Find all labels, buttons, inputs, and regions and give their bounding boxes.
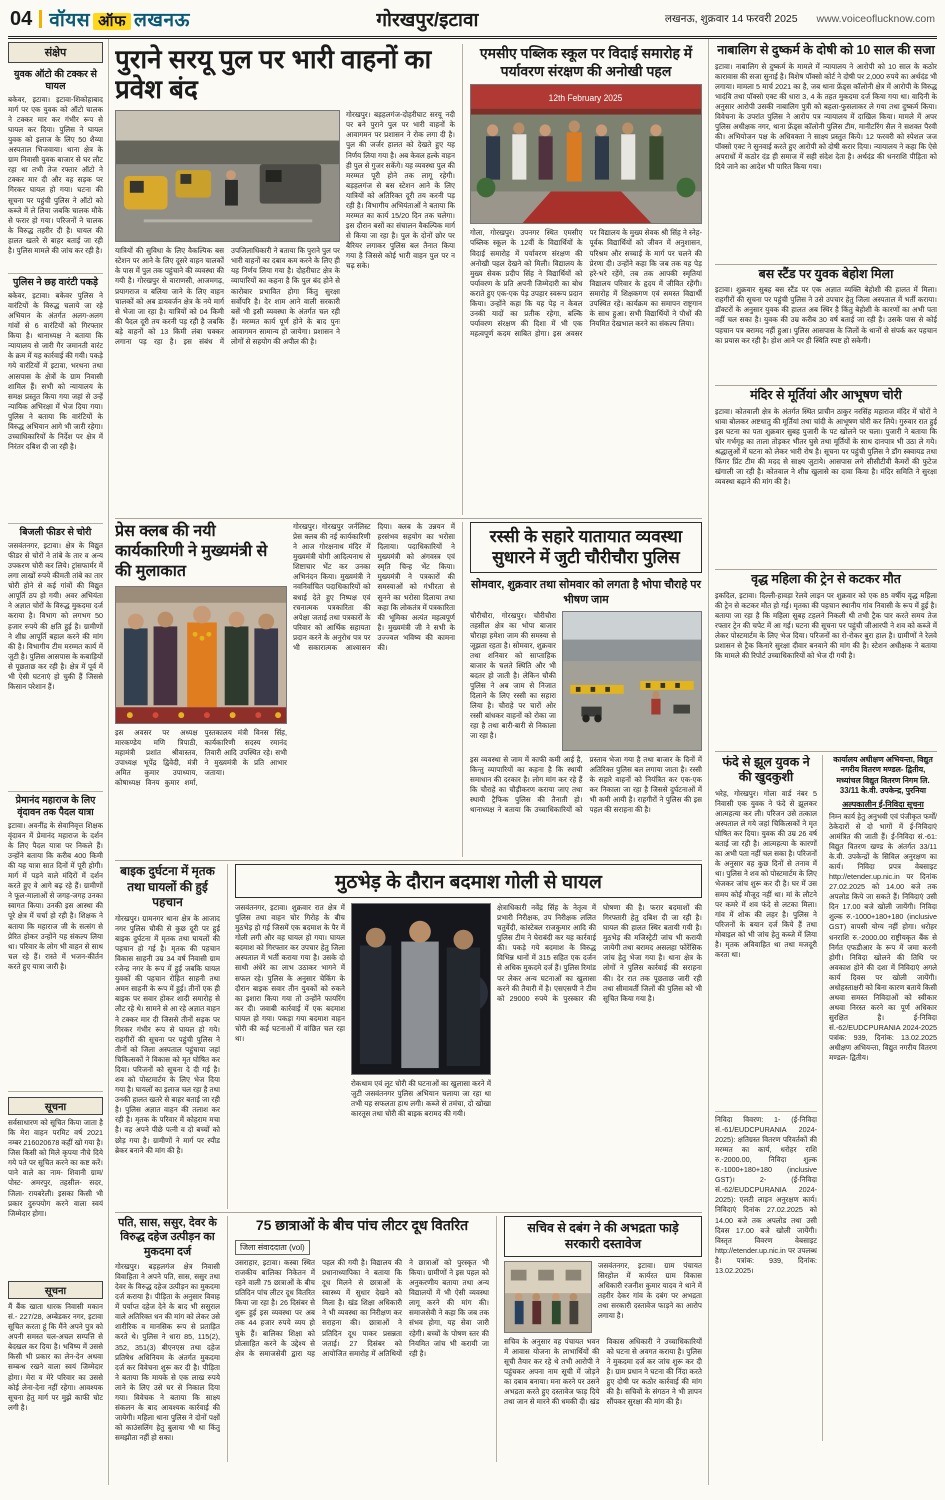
chauraha-photo-graphic [563,612,701,750]
article-headline: पति, सास, ससुर, देवर के विरुद्ध दहेज उत्पीड़न का मुकदमा दर्ज [118,1217,217,1258]
article-body: इटावा। नाबालिग से दुष्कर्म के मामले में न्यायालय ने आरोपी को 10 साल के कठोर कारावास की सजा सुनाई है। विशेष पॉक्सो कोर्ट ने दोषी पर 2,000 रुपये का अर्थदंड भी लगाया। मामला 5 मार्च 2021 का है, जब थाना फ्रेंड्स कॉलोनी क्षेत्र में आरोपी के विरुद्ध भादंवि तथा पॉक्सो एक्ट की धारा 3, 4 के तहत मुकदमा दर्ज किया गया था। वादिनी के अनुसार आरोपी उसकी नाबालिग पुत्री को बहला-फुसलाकर ले गया तथा दुष्कर्म किया। विवेचना के उपरांत पुलिस ने आरोप पत्र न्यायालय में दाखिल किया। मामले में अपर पुलिस अधीक्षक नगर, थाना फ्रेंड्स कॉलोनी पुलिस टीम, मानीटरिंग सैल ने सशक्त पैरवी की। अभियोजन पक्ष के अधिवक्ता ने साक्ष्य प्रस्तुत किये। 12 फरवरी को स्पेशल जज पॉक्सो एक्ट ने सुनवाई करते हुए आरोपी को दोषी करार दिया। न्यायालय ने कहा कि ऐसे अपराधों में कठोर दंड ही समाज में सही संदेश देता है। अर्थदंड की धनराशि पीड़िता को दिये जाने का आदेश भी पारित किया गया। [715,61,937,172]
article-headline: मंदिर से मूर्तियां और आभूषण चोरी [750,388,902,403]
article-body: गोरखपुर। गोरखपुर जर्नलिस्ट प्रेस क्लब की नई कार्यकारिणी ने आज गोरक्षनाथ मंदिर में मुख्यमंत्री योगी आदित्यनाथ से शिष्टाचार भेंट कर उनका अभिनंदन किया। मुख्यमंत्री ने नवनिर्वाचित पदाधिकारियों को बधाई देते हुए निष्पक्ष एवं रचनात्मक पत्रकारिता की अपेक्षा जताई तथा पत्रकारों के परिवार को आर्थिक सहायता प्रदान करने के अनुरोध पत्र पर भी सकारात्मक आश्वासन दिया। क्लब के उन्नयन में हरसंभव सहयोग का भरोसा दिलाया। पदाधिकारियों ने मुख्यमंत्री को अंगवस्त्र एवं स्मृति चिन्ह भेंट किया। मुख्यमंत्री ने पत्रकारों की समस्याओं को गंभीरता से सुनने का भरोसा दिलाया तथा कहा कि लोकतंत्र में पत्रकारिता की भूमिका अत्यंत महत्वपूर्ण है। मुख्यमंत्री जी ने सभी के उज्ज्वल भविष्य की कामना की। [293,522,455,652]
byline: जिला संवाददाता (vol) [235,1240,310,1255]
masthead-left [10,6,190,32]
section-title: गोरखपुर/इटावा [376,10,479,31]
article-headline: सचिव से दबंग ने की अभद्रता फाड़े सरकारी दस्तावेज [504,1216,702,1257]
page-content [8,39,937,1485]
article-school-farewell [462,44,702,515]
main-row-1 [115,41,702,519]
paper-name-part1: वॉयस [49,10,91,31]
article-dowry-case [115,1216,220,1462]
article-secretary-misbehaviour [496,1216,702,1462]
sachiv-photo-graphic [505,1262,591,1332]
article-body: इस व्यवस्था से जाम में काफी कमी आई है, किन्तु व्यापारियों का कहना है कि स्थायी समाधान की दरकार है। लोग मांग कर रहे हैं कि चौराहे का चौड़ीकरण कराया जाए तथा स्थायी ट्रैफिक पुलिस की तैनाती हो। थानाध्यक्ष ने बताया कि उच्चाधिकारियों को प्रस्ताव भेजा गया है तथा बाजार के दिनों में अतिरिक्त पुलिस बल लगाया जाता है। रस्सी के सहारे वाहनों को नियंत्रित कर एक-एक कर निकाला जा रहा है जिससे दुर्घटनाओं में भी कमी आयी है। राहगीरों ने पुलिस की इस पहल की सराहना की है। [470,754,702,814]
brief-title: पुलिस ने छह वारंटी पकड़े [13,277,98,288]
paper-name-part2: ऑफ [93,13,131,30]
notice-header: सूचना [8,1281,103,1299]
article-body: भरेह, गोरखपुर। गोला वार्ड नंबर 5 निवासी एक युवक ने फंदे से झूलकर आत्महत्या कर ली। परिजन उसे तत्काल अस्पताल ले गये जहां चिकित्सकों ने मृत घोषित कर दिया। युवक की उम्र 26 वर्ष बताई जा रही है। आत्महत्या के कारणों का अभी पता नहीं चल सका है। परिजनों के अनुसार वह कुछ दिनों से तनाव में था। पुलिस ने शव को पोस्टमार्टम के लिए भेजकर जांच शुरू कर दी है। घर में उस समय कोई मौजूद नहीं था। मां के लौटने पर कमरे में शव फंदे से लटका मिला। गांव में शोक की लहर है। पुलिस ने परिजनों के बयान दर्ज किये हैं तथा मोबाइल को भी जांच हेतु कब्जे में लिया है। मृतक अविवाहित था तथा मजदूरी करता था। [715,788,817,959]
main-column [109,39,708,1485]
school-banner-text: 12th February 2025 [548,92,623,104]
article-headline: पुराने सरयू पुल पर भारी वाहनों का प्रवेश बंद [115,44,432,104]
article-body: गोला, गोरखपुर। उपनगर स्थित एमसीए पब्लिक स्कूल के 12वीं के विद्यार्थियों के विदाई समारोह में पर्यावरण संरक्षण की अनोखी पहल देखने को मिली। विद्यालय के मुख्य सेवक प्रदीप सिंह ने विद्यार्थियों को पर्यावरण के प्रति अपनी जिम्मेदारी का बोध कराते हुए एक-एक पेड़ उपहार स्वरूप प्रदान किया। उन्होंने कहा कि यह पेड़ न केवल उनकी यादों का प्रतीक रहेगा, बल्कि पर्यावरण संरक्षण की दिशा में भी एक महत्वपूर्ण कदम साबित होगा। इस अवसर पर विद्यालय के मुख्य सेवक श्री सिंह ने स्नेह-पूर्वक विद्यार्थियों को जीवन में अनुशासन, परिश्रम और सच्चाई के मार्ग पर चलने की प्रेरणा दी। उन्होंने कहा कि जब तक यह पेड़ हरे-भरे रहेंगे, तब तक आपकी स्मृतियां विद्यालय परिवार के हृदय में जीवित रहेंगी। समारोह में शिक्षकगण एवं समस्त विद्यार्थी उपस्थित रहे। कार्यक्रम का समापन राष्ट्रगान के साथ हुआ। सभी विद्यार्थियों ने पौधों की नियमित देखभाल करने का संकल्प लिया। [470,228,702,339]
notice-body: मैं बैंक खाता धारक निवासी मकान सं.- 227/28, अम्बेडकर नगर, इटावा सूचित करता हूं कि मैंने अपने पुत्र को अपनी समस्त चल-अचल सम्पत्ति से बेदखल कर दिया है। भविष्य में उससे किसी भी प्रकार का लेन-देन अथवा सम्बन्ध रखने वाला स्वयं जिम्मेदार होगा। मेरा व मेरे परिवार का उससे कोई लेना-देना नहीं रहेगा। आवश्यक सूचना हेतु मार्ग पर मुझे काफी चोट लगी है। [8,1302,103,1412]
masthead-right [665,12,935,26]
article-subheadline: सोमवार, शुक्रवार तथा सोमवार को लगता है भोपा चौराहे पर भीषण जाम [470,578,702,606]
article-body: क्षेत्राधिकारी नवेंद्र सिंह के नेतृत्व में प्रभारी निरीक्षक, उप निरीक्षक ललित चतुर्वेदी, कांस्टेबल राजकुमार आदि की पुलिस टीम ने घेराबंदी कर यह कार्रवाई की। पकड़े गये बदमाश के विरुद्ध विभिन्न थानों में 315 सहित एक दर्जन से अधिक मुकदमे दर्ज हैं। पुलिस रिमांड पर लेकर अन्य घटनाओं का खुलासा करने की तैयारी में है। एसएसपी ने टीम को 29000 रुपये के पुरस्कार की घोषणा की है। फरार बदमाशों की गिरफ्तारी हेतु दबिश दी जा रही है। घायल की हालत स्थिर बतायी गयी है। मुठभेड़ की मजिस्ट्रेटी जांच भी करायी जायेगी तथा बरामद असलहा फोरेंसिक जांच हेतु भेजा गया है। थाना क्षेत्र के लोगों ने पुलिस कार्रवाई की सराहना की। देर रात तक पूछताछ जारी रही तथा सीमावर्ती जिलों की पुलिस को भी सूचित किया गया है। [497,903,702,1003]
photo-sachiv-incident [504,1261,592,1333]
main-row-4 [115,1213,702,1465]
website-url: www.voiceoflucknow.com [816,13,935,25]
article-body: गोरखपुर। बड़हलगंज-दोहरीघाट सरयू नदी पर बने पुराने पुल पर भारी वाहनों के आवागमन पर प्रशासन ने रोक लगा दी है। पुल की जर्जर हालत को देखते हुए यह निर्णय लिया गया है। अब केवल हल्के वाहन ही पुल से गुजर सकेंगे। यह व्यवस्था पुल की मरम्मत पूरी होने तक लागू रहेगी। बड़हलगंज से बस स्टेशन आने के लिए यात्रियों को अतिरिक्त दूरी तय करनी पड़ रही है। विभागीय अभियंताओं ने बताया कि मरम्मत का कार्य 15/20 दिन तक चलेगा। इस दौरान बसों का संचालन वैकल्पिक मार्ग से किया जा रहा है। पुल के दोनों छोर पर बैरियर लगाकर पुलिस बल तैनात किया गया है जिससे कोई भारी वाहन पुल पर न चढ़ सके। [346,110,455,271]
masthead [8,3,937,39]
article-pocso-sentence [715,41,937,265]
saryu-photo-graphic [116,111,339,241]
brief-body: जसवंतनगर, इटावा। क्षेत्र के विद्युत फीडर से चोरों ने तांबे के तार व अन्य उपकरण चोरी कर लिये। ट्रांसफार्मर में लगा लाखों रुपये कीमती तांबे का तार चोरी होने से कई गांवों की विद्युत आपूर्ति ठप हो गयी। अवर अभियंता ने अज्ञात चोरों के विरुद्ध मुकदमा दर्ज कराया है। विभाग को लगभग 50 हजार रुपये की क्षति हुई है। ग्रामीणों ने शीघ्र आपूर्ति बहाल करने की मांग की है। विभागीय टीम मरम्मत कार्य में जुटी है। पुलिस आसपास के कबाड़ियों से पूछताछ कर रही है। क्षेत्र में पूर्व में भी ऐसी घटनाएं हो चुकी हैं जिससे किसान परेशान हैं। [8,540,103,691]
article-body: रोकथाम एवं लूट चोरी की घटनाओं का खुलासा करने में जुटी जसवंतनगर पुलिस अभियान चलाया जा रहा था तभी यह सफलता हाथ लगी। कब्जे से तमंचा, दो खोखा कारतूस तथा चोरी की बाइक बरामद की गयी। [351,1079,491,1119]
right-bottom-row [715,752,937,1441]
notice-header: सूचना [8,1097,103,1115]
photo-chauraha-traffic [562,611,702,751]
photo-encounter-night [351,903,491,1075]
article-headline: नाबालिग से दुष्कर्म के दोषी को 10 साल की सजा [717,43,935,57]
article-temple-theft [715,386,937,570]
article-headline: एमसीए पब्लिक स्कूल पर विदाई समारोह में पर्यावरण संरक्षण की अनोखी पहल [479,45,693,80]
right-bottom-left [715,755,823,1441]
article-saryu-bridge [115,44,455,515]
article-body: सचिव के अनुसार वह पंचायत भवन में आवास योजना के लाभार्थियों की सूची तैयार कर रहे थे तभी आरोपी ने पहुंचकर अपना नाम सूची में जोड़ने का दबाव बनाया। मना करने पर उसने अभद्रता करते हुए दस्तावेज फाड़ दिये तथा जान से मारने की धमकी दी। खंड विकास अधिकारी ने उच्चाधिकारियों को घटना से अवगत कराया है। पुलिस ने मुकदमा दर्ज कर जांच शुरू कर दी है। ग्राम प्रधान ने घटना की निंदा करते हुए दोषी पर कठोर कार्रवाई की मांग की है। सचिवों के संगठन ने भी ज्ञापन सौंपकर सुरक्षा की मांग की है। [504,1336,702,1406]
article-body: जसवंतनगर, इटावा। ग्राम पंचायत सिरहोल में कार्यरत ग्राम विकास अधिकारी रजनीश कुमार यादव ने थाने में तहरीर देकर गांव के दबंग पर अभद्रता तथा सरकारी दस्तावेज फाड़ने का आरोप लगाया है। [598,1260,702,1320]
brief-body: इटावा। अवनींद्र के सेवानिवृत्त शिक्षक वृंदावन में प्रेमानंद महाराज के दर्शन के लिए पैदल यात्रा पर निकले हैं। उन्होंने बताया कि करीब 400 किमी की यह यात्रा सात दिनों में पूरी होगी। मार्ग में पड़ने वाले मंदिरों में दर्शन करते हुए वे आगे बढ़ रहे हैं। ग्रामीणों ने फूल-मालाओं से जगह-जगह उनका स्वागत किया। उनकी इस आस्था की पूरे क्षेत्र में चर्चा हो रही है। शिक्षक ने बताया कि महाराज जी के सत्संग से प्रेरित होकर उन्होंने यह संकल्प लिया था। परिवार के लोग भी वाहन से साथ चल रहे हैं। रास्ते में भजन-कीर्तन करते हुए यात्रा जारी है। [8,820,103,971]
notice-body: सर्वसाधारण को सूचित किया जाता है कि मेरा वाहन परमिट वर्ष 2021 नम्बर 216020678 कहीं खो गया है। जिस किसी को मिले कृपया नीचे दिये गये पते पर सूचित करने का कष्ट करें। पाने वाले का नाम- शिवानी ग्राम/पोस्ट- अमरपुर, तहसील- सदर, जिला- रायबरेली। इसका किसी भी प्रकार दुरुपयोग करने वाला स्वयं जिम्मेदार होगा। [8,1118,103,1218]
article-headline: बाइक दुर्घटना में मृतक तथा घायलों की हुई पहचान [120,864,215,910]
article-body: जसवंतनगर, इटावा। शुक्रवार रात क्षेत्र में पुलिस तथा वाहन चोर गिरोह के बीच मुठभेड़ हो गई जिसमें एक बदमाश के पैर में गोली लगी और वह घायल हो गया। घायल बदमाश को गिरफ्तार कर उपचार हेतु जिला अस्पताल में भर्ती कराया गया है। उसके दो साथी अंधेरे का लाभ उठाकर भागने में सफल रहे। पुलिस के अनुसार चेकिंग के दौरान बाइक सवार तीन युवकों को रुकने का इशारा किया गया तो उन्होंने फायरिंग कर दी। जवाबी कार्रवाई में एक बदमाश घायल हो गया। पकड़ा गया बदमाश वाहन चोरी की कई घटनाओं में वांछित चल रहा था। [235,903,345,1044]
main-row-3 [115,861,702,1213]
article-milk-distribution [227,1216,489,1462]
brief-title: बिजली फीडर से चोरी [19,527,92,538]
brief-feeder-theft [8,524,103,792]
tender-notice-continued: निविदा विवरण: 1- (ई-निविदा सं.-61/EUDCPURANIA 2024-2025): क्षतिग्रस्त वितरण परिवर्तकों की मरम्मत का कार्य, धरोहर राशि रु.-2000.00, निविदा शुल्क रु.-1000+180+180 (inclusive GST)। 2- (ई-निविदा सं.-62/EUDCPURANIA 2024-2025): एलटी लाइन अनुरक्षण कार्य। निविदाएं दिनांक 27.02.2025 को 14.00 बजे तक अपलोड तथा उसी दिवस 17.00 बजे खोली जायेंगी। विस्तृत विवरण वेबसाइट http://etender.up.nic.in पर उपलब्ध है। पत्रांक: 939, दिनांक: 13.02.2025। [715,1111,817,1441]
photo-saryu-bridge-traffic [115,110,340,242]
photo-school-function [470,84,702,224]
article-headline: प्रेस क्लब की नयी कार्यकारिणी ने मुख्यमंत्री से की मुलाकात [115,523,268,580]
brief-body: बकेवर, इटावा। इटावा-शिकोहाबाद मार्ग पर एक युवक को ऑटो चालक ने टक्कर मार कर गंभीर रूप से घायल कर दिया। पुलिस ने घायल युवक को इलाज के लिए 50 शैय्या अस्पताल भिजवाया। थाना क्षेत्र के ग्राम निवासी युवक बाजार से घर लौट रहा था तभी तेज रफ्तार ऑटो ने टक्कर मार दी और वह सड़क पर गिरकर घायल हो गया। घटना की सूचना पर पहुंची पुलिस ने ऑटो को कब्जे में ले लिया जबकि चालक मौके से फरार हो गया। परिजनों ने चालक के विरुद्ध तहरीर दी है। घायल की हालत खतरे से बाहर बताई जा रही है। पुलिस मामले की जांच कर रही है। [8,94,103,255]
right-column [708,39,937,1485]
encounter-photo-graphic [352,904,490,1074]
brief-title: युवक ऑटो की टक्कर से घायल [14,69,97,92]
article-body: इटावा। शुक्रवार सुबह बस स्टैंड पर एक अज्ञात व्यक्ति बेहोशी की हालत में मिला। राहगीरों की सूचना पर पहुंची पुलिस ने उसे उपचार हेतु जिला अस्पताल में भर्ती कराया। डॉक्टरों के अनुसार युवक की हालत अब स्थिर है किंतु बेहोशी के कारणों का अभी पता नहीं चल सका है। युवक की उम्र करीब 30 वर्ष बताई जा रही है। उसके पास से कोई पहचान पत्र बरामद नहीं हुआ। पुलिस आसपास के जिलों के थानों से संपर्क कर पहचान का प्रयास कर रही है। होश आने पर ही स्थिति स्पष्ट हो सकेगी। [715,285,937,345]
article-train-death [715,570,937,752]
paper-name [49,6,190,32]
article-body: गोरखपुर। बड़हलगंज क्षेत्र निवासी विवाहिता ने अपने पति, सास, ससुर तथा देवर के विरुद्ध दहेज उत्पीड़न का मुकदमा दर्ज कराया है। पीड़िता के अनुसार विवाह में पर्याप्त दहेज देने के बाद भी ससुराल वाले अतिरिक्त धन की मांग को लेकर उसे शारीरिक व मानसिक रूप से प्रताड़ित करते थे। पुलिस ने धारा 85, 115(2), 352, 351(3) बीएनएस तथा दहेज प्रतिषेध अधिनियम के अंतर्गत मुकदमा दर्ज कर विवेचना शुरू कर दी है। पीड़िता ने बताया कि मायके से एक लाख रुपये लाने के लिए उसे घर से निकाल दिया गया। विवेचक ने बताया कि साक्ष्य संकलन के बाद आवश्यक कार्रवाई की जायेगी। महिला थाना पुलिस ने दोनों पक्षों को काउंसलिंग हेतु बुलाया भी था किंतु समझौता नहीं हो सका। [115,1261,220,1443]
photo-cm-meeting [115,586,287,724]
cm-photo-graphic [116,587,286,723]
brief-body: बकेवर, इटावा। बकेवर पुलिस ने वारंटियों के विरुद्ध चलाये जा रहे अभियान के अंतर्गत अलग-अलग गांवों से 6 वारंटियों को गिरफ्तार किया है। थानाध्यक्ष ने बताया कि न्यायालय से जारी गैर जमानती वारंट के क्रम में यह कार्रवाई की गयी। पकड़े गये वारंटियों में इटावा, भरथना तथा आसपास के क्षेत्रों के ग्राम निवासी शामिल हैं। सभी को न्यायालय के समक्ष प्रस्तुत किया गया जहां से उन्हें न्यायिक अभिरक्षा में भेज दिया गया। पुलिस ने बताया कि वारंटियों के विरुद्ध अभियान आगे भी जारी रहेगा। उच्चाधिकारियों के निर्देश पर क्षेत्र में निरंतर दबिश दी जा रही है। [8,290,103,452]
paper-name-part3: लखनऊ [134,10,190,31]
article-suicide [715,755,817,1107]
article-rope-traffic [462,522,702,857]
tender-body: निम्न कार्य हेतु अनुभवी एवं पंजीकृत फर्मों/ठेकेदारों से दो भागों में ई-निविदाएं आमंत्रित की जाती हैं। ई-निविदा सं.-61: विद्युत वितरण खण्ड के अंतर्गत 33/11 के.वी. उपकेन्द्रों के सिविल अनुरक्षण का कार्य। निविदा प्रपत्र वेबसाइट http://etender.up.nic.in पर दिनांक 27.02.2025 को 14.00 बजे तक अपलोड किये जा सकते हैं। निविदाएं उसी दिन 17.00 बजे खोली जायेंगी। निविदा शुल्क रु.-1000+180+180 (inclusive GST) वापसी योग्य नहीं होगा। धरोहर धनराशि रु.-2000.00 राष्ट्रीयकृत बैंक से निर्गत एफडीआर के रूप में जमा करनी होगी। निविदा खोलने की तिथि पर अवकाश होने की दशा में निविदाएं अगले कार्य दिवस पर खोली जायेंगी। अधोहस्ताक्षरी को बिना कारण बताये किसी अथवा समस्त निविदाओं को स्वीकार अथवा निरस्त करने का पूर्ण अधिकार सुरक्षित है। ई-निविदा सं.-62/EUDCPURANIA 2024-2025 पत्रांक: 939, दिनांक: 13.02.2025 अधीक्षण अभियन्ता, विद्युत नगरीय वितरण मण्डल- द्वितीय। [829,811,937,1063]
article-body: चौरीचौरा, गोरखपुर। चौरीचौरा तहसील क्षेत्र का भोपा बाजार चौराहा हमेशा जाम की समस्या से जूझता रहता है। सोमवार, शुक्रवार तथा शनिवार को साप्ताहिक बाजार के चलते स्थिति और भी बदतर हो जाती है। लेकिन चौकी पुलिस ने अब जाम से निजात दिलाने के लिए रस्सी का सहारा लिया है। चौराहे पर चारों ओर रस्सी बांधकर वाहनों को रोका जा रहा है तथा बारी-बारी से निकाला जा रहा है। [470,610,556,741]
briefs-column [8,39,109,1485]
school-photo-graphic [471,85,701,223]
article-body: इटावा। कोतवाली क्षेत्र के अंतर्गत स्थित प्राचीन ठाकुर नरसिंह महाराज मंदिर में चोरों ने धावा बोलकर अष्टधातु की मूर्तियां तथा चांदी के आभूषण चोरी कर लिये। गुरुवार रात हुई इस घटना का पता शुक्रवार सुबह पुजारी के पट खोलने पर चला। पुजारी ने बताया कि चोर गर्भगृह का ताला तोड़कर भीतर घुसे तथा मूर्तियों के साथ दानपात्र भी उठा ले गये। श्रद्धालुओं में घटना को लेकर भारी रोष है। सूचना पर पहुंची पुलिस ने डॉग स्क्वायड तथा फिंगर प्रिंट टीम की मदद से साक्ष्य जुटाये। आसपास लगे सीसीटीवी कैमरों की फुटेज खंगाली जा रही है। कोतवाल ने शीघ्र खुलासे का दावा किया है। मंदिर समिति ने सुरक्षा व्यवस्था बढ़ाने की मांग की है। [715,406,937,487]
article-body: उसराहार, इटावा। कस्बा स्थित राजकीय बालिका निकेतन में रहने वाली 75 छात्राओं के बीच प्रतिदिन पांच लीटर दूध वितरित किया जा रहा है। 26 दिसंबर से शुरू हुई इस व्यवस्था पर अब तक 44 हजार रुपये व्यय हो चुके हैं। बालिका शिक्षा को प्रोत्साहित करने के उद्देश्य से क्षेत्र के समाजसेवी द्वारा यह पहल की गयी है। विद्यालय की प्रधानाध्यापिका ने बताया कि दूध मिलने से छात्राओं के स्वास्थ्य में सुधार देखने को मिला है। खंड शिक्षा अधिकारी ने भी व्यवस्था का निरीक्षण कर सराहना की। छात्राओं ने प्रतिदिन दूध पाकर प्रसन्नता जताई। 27 दिसंबर को आयोजित समारोह में अतिथियों ने छात्राओं को पुरस्कृत भी किया। ग्रामीणों ने इस पहल को अनुकरणीय बताया तथा अन्य विद्यालयों में भी ऐसी व्यवस्था लागू करने की मांग की। समाजसेवी ने कहा कि जब तक संभव होगा, यह सेवा जारी रहेगी। बच्चों के पोषण स्तर की नियमित जांच भी करायी जा रही है। [235,1258,489,1358]
tender-office: कार्यालय अधीक्षण अभियन्ता, विद्युत नगरीय वितरण मण्डल- द्वितीय, मध्यांचल विद्युत वितरण निगम लि. 33/11 के.वी. उपकेन्द्र, पुरनिया [833,754,933,796]
briefs-header: संक्षेप [8,42,103,63]
article-headline: वृद्ध महिला की ट्रेन से कटकर मौत [751,571,901,586]
brief-warrants [8,274,103,524]
article-headline: मुठभेड़ के दौरान बदमाश गोली से घायल [235,864,702,898]
article-headline: 75 छात्राओं के बीच पांच लीटर दूध वितरित [255,1217,469,1233]
article-body: इकदिल, इटावा। दिल्ली-हावड़ा रेलवे लाइन पर शुक्रवार को एक 85 वर्षीय वृद्ध महिला की ट्रेन से कटकर मौत हो गई। मृतका की पहचान स्थानीय गांव निवासी के रूप में हुई है। बताया जा रहा है कि महिला सुबह टहलने निकली थी तभी ट्रैक पार करते समय तेज रफ्तार ट्रेन की चपेट में आ गई। घटना की सूचना पर पहुंची जीआरपी ने शव को कब्जे में लेकर पोस्टमार्टम के लिए भेज दिया। परिजनों का रो-रोकर बुरा हाल है। ग्रामीणों ने रेलवे प्रशासन से ट्रैक किनारे सुरक्षा दीवार बनवाने की मांग की है। स्टेशन अधीक्षक ने बताया कि मामले की रिपोर्ट उच्चाधिकारियों को भेज दी गयी है। [715,590,937,660]
article-headline: फंदे से झूल युवक ने की खुदकुशी [722,754,810,785]
article-body: यात्रियों की सुविधा के लिए वैकल्पिक बस स्टेशन पर आने के लिए दूसरे वाहन चालकों के पास में पुल तक पहुंचाने की व्यवस्था की गयी है। गोरखपुर से वाराणसी, आजमगढ़, प्रयागराज व बलिया जाने के लिए वाहन चालकों को अब डायवर्जन क्षेत्र के नये मार्ग से भेजा जा रहा है। यात्रियों को 04 किमी की पैदल दूरी तय करनी पड़ रही है जबकि बड़े वाहनों को 13 किमी लंबा चक्कर लगाना पड़ रहा है। इस संबंध में उपजिलाधिकारी ने बताया कि पुराने पुल पर भारी वाहनों का दबाव कम करने के लिए ही यह निर्णय लिया गया है। दोहरीघाट क्षेत्र के व्यापारियों का कहना है कि पुल बंद होने से कारोबार प्रभावित होगा किंतु सुरक्षा सर्वोपरि है। देर शाम आने वाली सरकारी बसें भी इसी व्यवस्था के अंतर्गत चल रही हैं। मरम्मत कार्य पूर्ण होने के बाद पुनः आवागमन सामान्य हो जायेगा। प्रशासन ने लोगों से सहयोग की अपील की है। [115,246,340,346]
article-encounter [227,864,702,1209]
masthead-divider [39,10,42,28]
tender-subtitle: अल्पकालीन ई-निविदा सूचना [842,799,924,809]
article-unconscious-youth [715,265,937,387]
article-bike-accident [115,864,220,1209]
article-press-club-cm [115,522,455,857]
brief-padyatra [8,792,103,1092]
article-headline: रस्सी के सहारे यातायात व्यवस्था सुधारने में जुटी चौरीचौरा पुलिस [470,522,702,573]
brief-title: प्रेमानंद महाराज के लिए वृंदावन तक पैदल यात्रा [15,795,96,818]
article-body: गोरखपुर। ग्रामनगर थाना क्षेत्र के आजाद नगर पुलिस चौकी से कुछ दूरी पर हुई बाइक दुर्घटना में मृतक तथा घायलों की पहचान हो गई है। मृतक की पहचान विकास साहनी उम्र 34 वर्ष निवासी ग्राम रजेन्द्र नगर के रूप में हुई जबकि घायल युवकों की पहचान रोहित साहनी तथा अमन साहनी के रूप में हुई। तीनों एक ही बाइक पर सवार होकर शादी समारोह से लौट रहे थे। सामने से आ रहे अज्ञात वाहन ने टक्कर मार दी जिससे तीनों सड़क पर गिरकर गंभीर रूप से घायल हो गये। राहगीरों की सूचना पर पहुंची पुलिस ने तीनों को जिला अस्पताल पहुंचाया जहां चिकित्सकों ने विकास को मृत घोषित कर दिया। परिजनों को सूचना दे दी गई है। शव को पोस्टमार्टम के लिए भेज दिया गया है। घायलों का इलाज चल रहा है तथा उनकी हालत खतरे से बाहर बताई जा रही है। पुलिस अज्ञात वाहन की तलाश कर रही है। मृतक के परिवार में कोहराम मचा है। वह अपने पीछे पत्नी व दो बच्चों को छोड़ गया है। ग्रामीणों ने मार्ग पर स्पीड ब्रेकर बनाने की मांग की है। [115,913,220,1155]
article-headline: बस स्टैंड पर युवक बेहोश मिला [758,266,894,281]
article-body: इस अवसर पर अध्यक्ष मारकण्डेय मणि त्रिपाठी, महामंत्री प्रशांत श्रीवास्तव, उपाध्यक्ष भूपेंद्र द्विवेदी, मंत्री अमित कुमार उपाध्याय, कोषाध्यक्ष विनय कुमार शर्मा, पुस्तकालय मंत्री विनस सिंह, कार्यकारिणी सदस्य रमानंद तिवारी आदि उपस्थित रहे। सभी ने मुख्यमंत्री के प्रति आभार जताया। [115,728,287,788]
dateline: लखनऊ, शुक्रवार 14 फरवरी 2025 [664,13,798,25]
tender-notice [829,755,937,1441]
main-row-2 [115,519,702,861]
page-number: 04 [10,7,33,30]
brief-auto-accident [8,66,103,274]
